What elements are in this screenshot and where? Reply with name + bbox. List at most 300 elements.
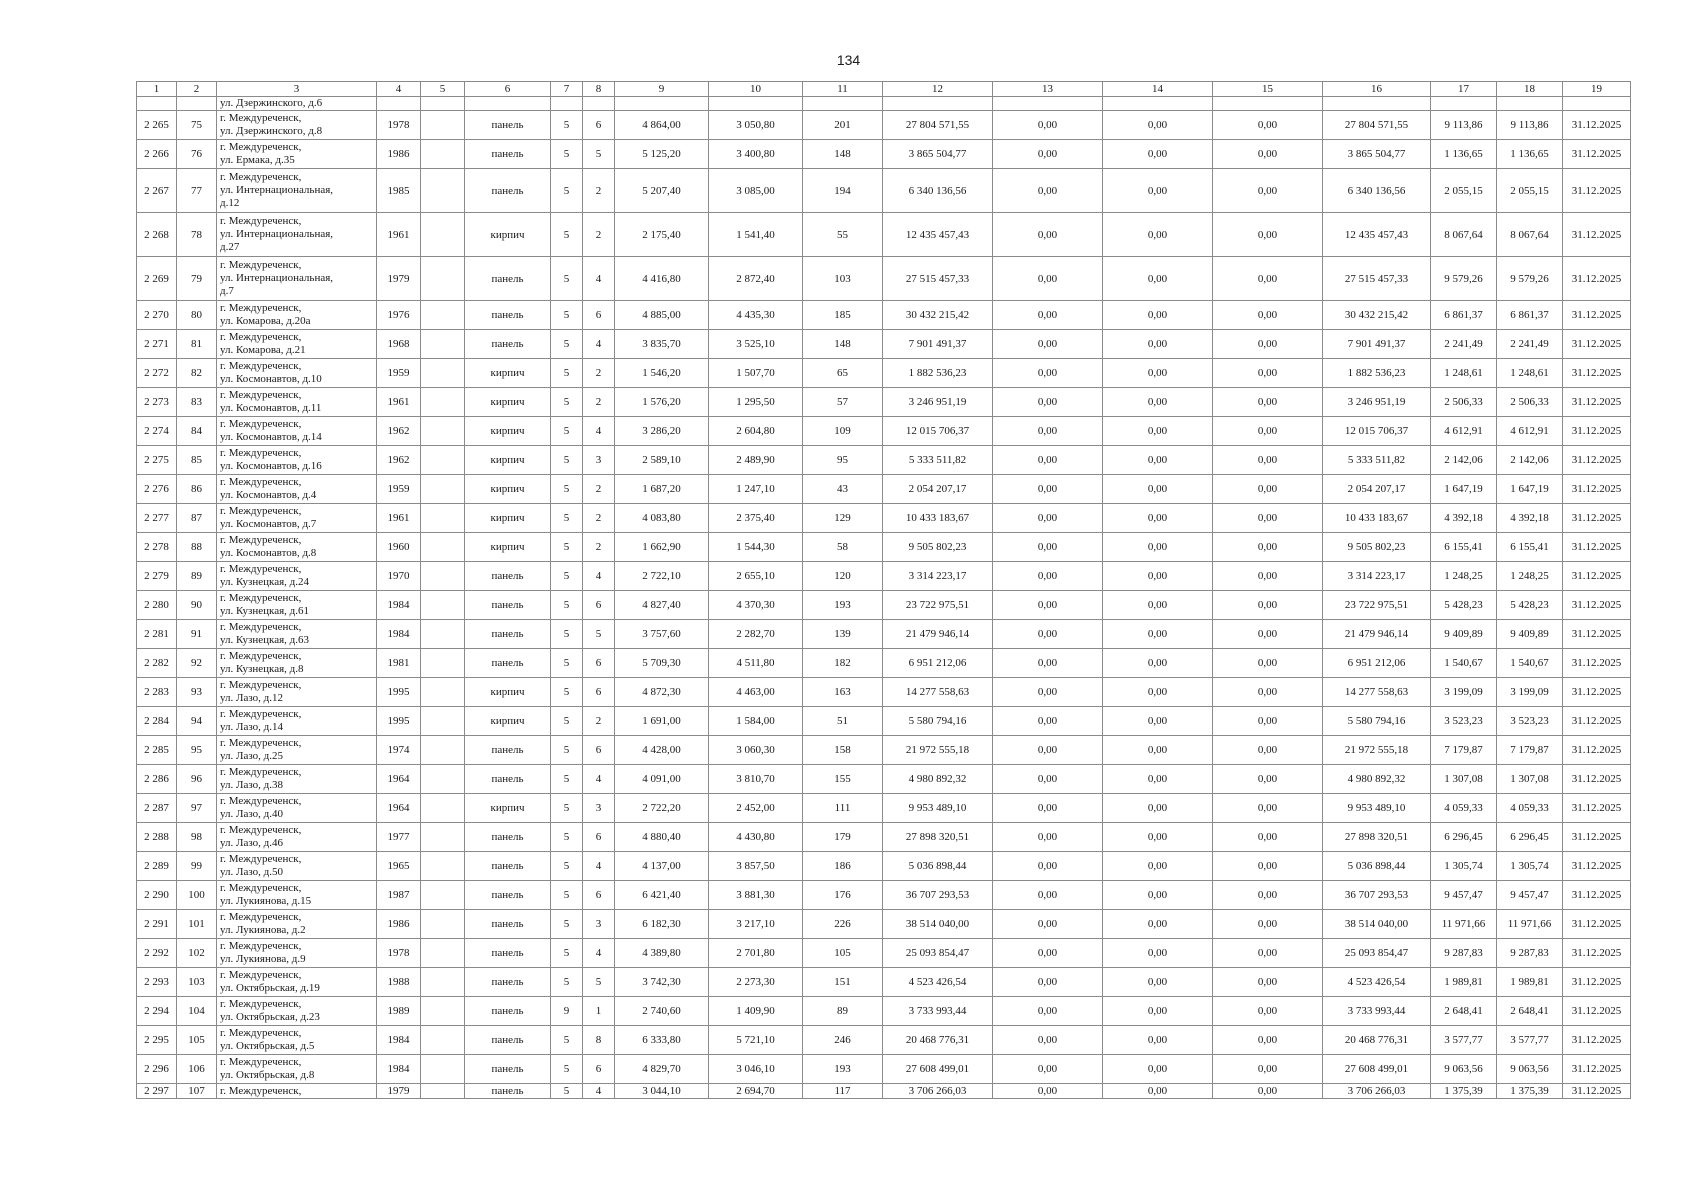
address-line: г. Междуреченск, [220, 824, 302, 836]
cell-c6: панель [465, 939, 551, 968]
cell-c1: 2 267 [137, 169, 177, 213]
cell-c9: 3 286,20 [615, 417, 709, 446]
cell-c14: 0,00 [1103, 1026, 1213, 1055]
cell-c15: 0,00 [1213, 140, 1323, 169]
cell-c10: 1 247,10 [709, 475, 803, 504]
cell-c1: 2 265 [137, 111, 177, 140]
cell-c14: 0,00 [1103, 794, 1213, 823]
address-line: г. Междуреченск, [220, 737, 302, 749]
cell-c19: 31.12.2025 [1563, 765, 1631, 794]
cell-c6: панель [465, 997, 551, 1026]
cell-c5 [421, 213, 465, 257]
address-cell [217, 794, 377, 823]
cell-c5 [421, 446, 465, 475]
cell-c4: 1970 [377, 562, 421, 591]
address-cell [217, 968, 377, 997]
cell-c17: 2 506,33 [1431, 388, 1497, 417]
address-line: ул. Космонавтов, д.7 [220, 518, 317, 530]
cell-c6: кирпич [465, 446, 551, 475]
cell-c17: 1 136,65 [1431, 140, 1497, 169]
cell-c17: 3 523,23 [1431, 707, 1497, 736]
address-line: г. Междуреченск, [220, 389, 302, 401]
cell-c15: 0,00 [1213, 649, 1323, 678]
cell-c15: 0,00 [1213, 823, 1323, 852]
cell-c11 [803, 97, 883, 111]
cell-c1: 2 286 [137, 765, 177, 794]
cell-c16: 23 722 975,51 [1323, 591, 1431, 620]
cell-c17: 9 457,47 [1431, 881, 1497, 910]
cell-c13: 0,00 [993, 678, 1103, 707]
address-line: г. Междуреченск, [220, 650, 302, 662]
cell-c1: 2 269 [137, 257, 177, 301]
cell-c17: 9 063,56 [1431, 1055, 1497, 1084]
cell-c2 [177, 97, 217, 111]
cell-c18: 1 989,81 [1497, 968, 1563, 997]
cell-c6: панель [465, 562, 551, 591]
cell-c13: 0,00 [993, 562, 1103, 591]
cell-c13: 0,00 [993, 169, 1103, 213]
cell-c5 [421, 257, 465, 301]
cell-c4: 1961 [377, 504, 421, 533]
cell-c1: 2 268 [137, 213, 177, 257]
table-row [137, 591, 1631, 620]
address-line: ул. Лукиянова, д.2 [220, 924, 306, 936]
address-cell [217, 765, 377, 794]
address-cell [217, 852, 377, 881]
cell-c5 [421, 910, 465, 939]
cell-c18: 9 457,47 [1497, 881, 1563, 910]
address-line: ул. Космонавтов, д.8 [220, 547, 317, 559]
cell-c16: 9 953 489,10 [1323, 794, 1431, 823]
cell-c9: 5 207,40 [615, 169, 709, 213]
cell-c12: 5 036 898,44 [883, 852, 993, 881]
cell-c7: 5 [551, 1026, 583, 1055]
cell-c17: 1 307,08 [1431, 765, 1497, 794]
cell-c15: 0,00 [1213, 620, 1323, 649]
address-line: ул. Кузнецкая, д.8 [220, 663, 304, 675]
cell-c11: 163 [803, 678, 883, 707]
cell-c8: 2 [583, 533, 615, 562]
cell-c19: 31.12.2025 [1563, 736, 1631, 765]
cell-c13: 0,00 [993, 765, 1103, 794]
cell-c13: 0,00 [993, 707, 1103, 736]
cell-c8: 2 [583, 388, 615, 417]
cell-c16: 2 054 207,17 [1323, 475, 1431, 504]
cell-c10: 4 430,80 [709, 823, 803, 852]
cell-c8: 6 [583, 678, 615, 707]
address-cell [217, 213, 377, 257]
table-row [137, 140, 1631, 169]
cell-c4: 1984 [377, 591, 421, 620]
cell-c12: 27 608 499,01 [883, 1055, 993, 1084]
cell-c10: 3 881,30 [709, 881, 803, 910]
cell-c6 [465, 97, 551, 111]
cell-c19: 31.12.2025 [1563, 649, 1631, 678]
cell-c1: 2 296 [137, 1055, 177, 1084]
address-line: г. Междуреченск, [220, 534, 302, 546]
cell-c1: 2 290 [137, 881, 177, 910]
cell-c18: 3 199,09 [1497, 678, 1563, 707]
cell-c1: 2 274 [137, 417, 177, 446]
cell-c1: 2 278 [137, 533, 177, 562]
cell-c17: 7 179,87 [1431, 736, 1497, 765]
address-line: ул. Кузнецкая, д.24 [220, 576, 309, 588]
cell-c11: 95 [803, 446, 883, 475]
cell-c16: 3 706 266,03 [1323, 1084, 1431, 1099]
cell-c1: 2 291 [137, 910, 177, 939]
cell-c9: 4 428,00 [615, 736, 709, 765]
cell-c2: 76 [177, 140, 217, 169]
cell-c14: 0,00 [1103, 620, 1213, 649]
cell-c6: панель [465, 823, 551, 852]
table-row [137, 649, 1631, 678]
cell-c11: 120 [803, 562, 883, 591]
table-row [137, 301, 1631, 330]
cell-c19: 31.12.2025 [1563, 910, 1631, 939]
cell-c11: 185 [803, 301, 883, 330]
cell-c18 [1497, 97, 1563, 111]
table-row [137, 446, 1631, 475]
cell-c14: 0,00 [1103, 852, 1213, 881]
cell-c8: 4 [583, 330, 615, 359]
cell-c19: 31.12.2025 [1563, 620, 1631, 649]
address-line: ул. Лазо, д.50 [220, 866, 283, 878]
cell-c4: 1981 [377, 649, 421, 678]
cell-c8: 5 [583, 968, 615, 997]
table-row [137, 257, 1631, 301]
address-cell [217, 823, 377, 852]
cell-c19: 31.12.2025 [1563, 446, 1631, 475]
cell-c8: 2 [583, 213, 615, 257]
cell-c5 [421, 169, 465, 213]
cell-c8: 3 [583, 794, 615, 823]
cell-c10: 2 655,10 [709, 562, 803, 591]
cell-c8: 4 [583, 562, 615, 591]
cell-c4: 1984 [377, 1026, 421, 1055]
column-header: 14 [1103, 82, 1213, 97]
cell-c2: 89 [177, 562, 217, 591]
cell-c4: 1988 [377, 968, 421, 997]
cell-c8: 3 [583, 446, 615, 475]
cell-c4: 1959 [377, 359, 421, 388]
cell-c17: 9 409,89 [1431, 620, 1497, 649]
cell-c4: 1959 [377, 475, 421, 504]
cell-c9: 5 709,30 [615, 649, 709, 678]
cell-c19: 31.12.2025 [1563, 257, 1631, 301]
cell-c4: 1962 [377, 446, 421, 475]
cell-c2: 79 [177, 257, 217, 301]
cell-c11: 139 [803, 620, 883, 649]
cell-c5 [421, 417, 465, 446]
cell-c18: 5 428,23 [1497, 591, 1563, 620]
cell-c7: 5 [551, 968, 583, 997]
cell-c14 [1103, 97, 1213, 111]
column-header: 17 [1431, 82, 1497, 97]
cell-c19 [1563, 97, 1631, 111]
column-header: 15 [1213, 82, 1323, 97]
address-cell [217, 649, 377, 678]
address-line: г. Междуреченск, [220, 141, 302, 153]
cell-c18: 1 136,65 [1497, 140, 1563, 169]
cell-c7: 5 [551, 1084, 583, 1099]
cell-c8: 6 [583, 591, 615, 620]
cell-c18: 9 287,83 [1497, 939, 1563, 968]
cell-c5 [421, 852, 465, 881]
column-header: 10 [709, 82, 803, 97]
cell-c13: 0,00 [993, 852, 1103, 881]
column-header: 16 [1323, 82, 1431, 97]
cell-c17: 2 241,49 [1431, 330, 1497, 359]
cell-c1: 2 276 [137, 475, 177, 504]
cell-c1: 2 277 [137, 504, 177, 533]
address-line: ул. Ермака, д.35 [220, 154, 295, 166]
address-cell [217, 1055, 377, 1084]
cell-c6: панель [465, 881, 551, 910]
cell-c12: 25 093 854,47 [883, 939, 993, 968]
column-header: 9 [615, 82, 709, 97]
cell-c19: 31.12.2025 [1563, 678, 1631, 707]
cell-c7: 5 [551, 881, 583, 910]
cell-c6: кирпич [465, 533, 551, 562]
table-row [137, 359, 1631, 388]
cell-c14: 0,00 [1103, 968, 1213, 997]
cell-c16: 5 036 898,44 [1323, 852, 1431, 881]
cell-c1: 2 279 [137, 562, 177, 591]
cell-c14: 0,00 [1103, 475, 1213, 504]
cell-c6: кирпич [465, 707, 551, 736]
address-cell [217, 707, 377, 736]
table-row [137, 169, 1631, 213]
cell-c12: 30 432 215,42 [883, 301, 993, 330]
cell-c13: 0,00 [993, 359, 1103, 388]
cell-c6: кирпич [465, 678, 551, 707]
address-line: ул. Октябрьская, д.8 [220, 1069, 315, 1081]
cell-c16: 27 804 571,55 [1323, 111, 1431, 140]
cell-c5 [421, 678, 465, 707]
cell-c12: 27 515 457,33 [883, 257, 993, 301]
cell-c18: 6 155,41 [1497, 533, 1563, 562]
cell-c12: 5 580 794,16 [883, 707, 993, 736]
cell-c7: 5 [551, 301, 583, 330]
cell-c19: 31.12.2025 [1563, 881, 1631, 910]
address-line: г. Междуреченск, [220, 1027, 302, 1039]
cell-c18: 2 142,06 [1497, 446, 1563, 475]
cell-c11: 109 [803, 417, 883, 446]
column-header: 19 [1563, 82, 1631, 97]
table-row [137, 997, 1631, 1026]
cell-c11: 43 [803, 475, 883, 504]
address-line: г. Междуреченск, [220, 969, 302, 981]
cell-c4: 1965 [377, 852, 421, 881]
cell-c7: 5 [551, 169, 583, 213]
cell-c7: 5 [551, 939, 583, 968]
cell-c10: 1 409,90 [709, 997, 803, 1026]
cell-c16: 3 246 951,19 [1323, 388, 1431, 417]
cell-c6: кирпич [465, 504, 551, 533]
cell-c2: 105 [177, 1026, 217, 1055]
cell-c10: 3 050,80 [709, 111, 803, 140]
address-line: д.12 [220, 197, 240, 209]
cell-c15: 0,00 [1213, 1026, 1323, 1055]
cell-c16: 1 882 536,23 [1323, 359, 1431, 388]
table-row [137, 417, 1631, 446]
cell-c19: 31.12.2025 [1563, 504, 1631, 533]
address-line: ул. Лукиянова, д.9 [220, 953, 306, 965]
cell-c15: 0,00 [1213, 1055, 1323, 1084]
address-continuation: ул. Дзержинского, д.6 [217, 97, 377, 111]
continuation-row [137, 97, 1631, 111]
cell-c19: 31.12.2025 [1563, 359, 1631, 388]
cell-c10: 3 525,10 [709, 330, 803, 359]
address-cell [217, 591, 377, 620]
cell-c18: 2 648,41 [1497, 997, 1563, 1026]
cell-c8: 4 [583, 257, 615, 301]
housing-register-table [136, 81, 1631, 1099]
address-line: г. Междуреченск, [220, 171, 302, 183]
cell-c19: 31.12.2025 [1563, 1026, 1631, 1055]
cell-c10: 1 295,50 [709, 388, 803, 417]
cell-c16: 10 433 183,67 [1323, 504, 1431, 533]
cell-c9: 4 864,00 [615, 111, 709, 140]
cell-c1: 2 294 [137, 997, 177, 1026]
address-line: ул. Кузнецкая, д.63 [220, 634, 309, 646]
cell-c13: 0,00 [993, 823, 1103, 852]
address-line: г. Междуреченск, [220, 302, 302, 314]
cell-c19: 31.12.2025 [1563, 997, 1631, 1026]
cell-c2: 80 [177, 301, 217, 330]
cell-c14: 0,00 [1103, 707, 1213, 736]
cell-c9: 4 872,30 [615, 678, 709, 707]
cell-c15: 0,00 [1213, 359, 1323, 388]
address-line: ул. Комарова, д.20а [220, 315, 311, 327]
cell-c14: 0,00 [1103, 417, 1213, 446]
cell-c9: 1 687,20 [615, 475, 709, 504]
cell-c2: 87 [177, 504, 217, 533]
cell-c13: 0,00 [993, 504, 1103, 533]
cell-c8: 8 [583, 1026, 615, 1055]
cell-c13: 0,00 [993, 620, 1103, 649]
cell-c14: 0,00 [1103, 257, 1213, 301]
cell-c1: 2 275 [137, 446, 177, 475]
table-row [137, 765, 1631, 794]
cell-c7: 5 [551, 257, 583, 301]
cell-c10: 1 544,30 [709, 533, 803, 562]
address-line: г. Междуреченск, [220, 1084, 302, 1097]
column-header: 18 [1497, 82, 1563, 97]
cell-c16: 25 093 854,47 [1323, 939, 1431, 968]
cell-c11: 51 [803, 707, 883, 736]
cell-c8: 6 [583, 649, 615, 678]
cell-c4: 1979 [377, 1084, 421, 1099]
cell-c1: 2 289 [137, 852, 177, 881]
cell-c1: 2 287 [137, 794, 177, 823]
cell-c7: 5 [551, 330, 583, 359]
cell-c4: 1978 [377, 939, 421, 968]
cell-c17: 1 989,81 [1431, 968, 1497, 997]
cell-c15: 0,00 [1213, 678, 1323, 707]
cell-c17: 11 971,66 [1431, 910, 1497, 939]
cell-c16: 3 865 504,77 [1323, 140, 1431, 169]
cell-c5 [421, 823, 465, 852]
cell-c8 [583, 97, 615, 111]
cell-c10: 3 060,30 [709, 736, 803, 765]
cell-c9: 3 742,30 [615, 968, 709, 997]
cell-c6: панель [465, 910, 551, 939]
cell-c16: 12 015 706,37 [1323, 417, 1431, 446]
cell-c10: 2 872,40 [709, 257, 803, 301]
cell-c13: 0,00 [993, 649, 1103, 678]
cell-c4: 1985 [377, 169, 421, 213]
cell-c13: 0,00 [993, 910, 1103, 939]
cell-c12: 7 901 491,37 [883, 330, 993, 359]
table-row [137, 939, 1631, 968]
cell-c14: 0,00 [1103, 359, 1213, 388]
cell-c17 [1431, 97, 1497, 111]
address-line: г. Междуреченск, [220, 592, 302, 604]
cell-c13: 0,00 [993, 213, 1103, 257]
cell-c16: 38 514 040,00 [1323, 910, 1431, 939]
address-cell [217, 257, 377, 301]
cell-c18: 2 055,15 [1497, 169, 1563, 213]
column-header: 7 [551, 82, 583, 97]
cell-c10: 3 857,50 [709, 852, 803, 881]
cell-c10: 3 085,00 [709, 169, 803, 213]
address-line: д.7 [220, 285, 234, 297]
cell-c5 [421, 97, 465, 111]
cell-c4: 1977 [377, 823, 421, 852]
cell-c13: 0,00 [993, 881, 1103, 910]
cell-c11: 155 [803, 765, 883, 794]
table-row [137, 794, 1631, 823]
cell-c10: 1 507,70 [709, 359, 803, 388]
cell-c12: 5 333 511,82 [883, 446, 993, 475]
cell-c11: 58 [803, 533, 883, 562]
cell-c4: 1995 [377, 707, 421, 736]
cell-c15: 0,00 [1213, 765, 1323, 794]
cell-c7: 5 [551, 1055, 583, 1084]
cell-c12: 21 479 946,14 [883, 620, 993, 649]
cell-c9: 1 691,00 [615, 707, 709, 736]
cell-c12: 20 468 776,31 [883, 1026, 993, 1055]
cell-c13: 0,00 [993, 939, 1103, 968]
cell-c15: 0,00 [1213, 794, 1323, 823]
cell-c15: 0,00 [1213, 213, 1323, 257]
address-line: ул. Октябрьская, д.23 [220, 1011, 320, 1023]
cell-c8: 6 [583, 111, 615, 140]
cell-c14: 0,00 [1103, 678, 1213, 707]
cell-c15: 0,00 [1213, 1084, 1323, 1099]
cell-c2: 106 [177, 1055, 217, 1084]
cell-c7: 5 [551, 388, 583, 417]
cell-c9: 1 662,90 [615, 533, 709, 562]
cell-c5 [421, 330, 465, 359]
cell-c8: 6 [583, 1055, 615, 1084]
cell-c16: 27 608 499,01 [1323, 1055, 1431, 1084]
cell-c9: 4 389,80 [615, 939, 709, 968]
cell-c15: 0,00 [1213, 533, 1323, 562]
cell-c10: 2 694,70 [709, 1084, 803, 1099]
cell-c6: панель [465, 1055, 551, 1084]
address-line: ул. Интернациональная, [220, 228, 334, 240]
cell-c13: 0,00 [993, 1026, 1103, 1055]
cell-c17: 9 113,86 [1431, 111, 1497, 140]
address-line: ул. Космонавтов, д.14 [220, 431, 322, 443]
cell-c18: 3 523,23 [1497, 707, 1563, 736]
cell-c8: 1 [583, 997, 615, 1026]
cell-c14: 0,00 [1103, 881, 1213, 910]
cell-c16: 6 340 136,56 [1323, 169, 1431, 213]
cell-c11: 57 [803, 388, 883, 417]
